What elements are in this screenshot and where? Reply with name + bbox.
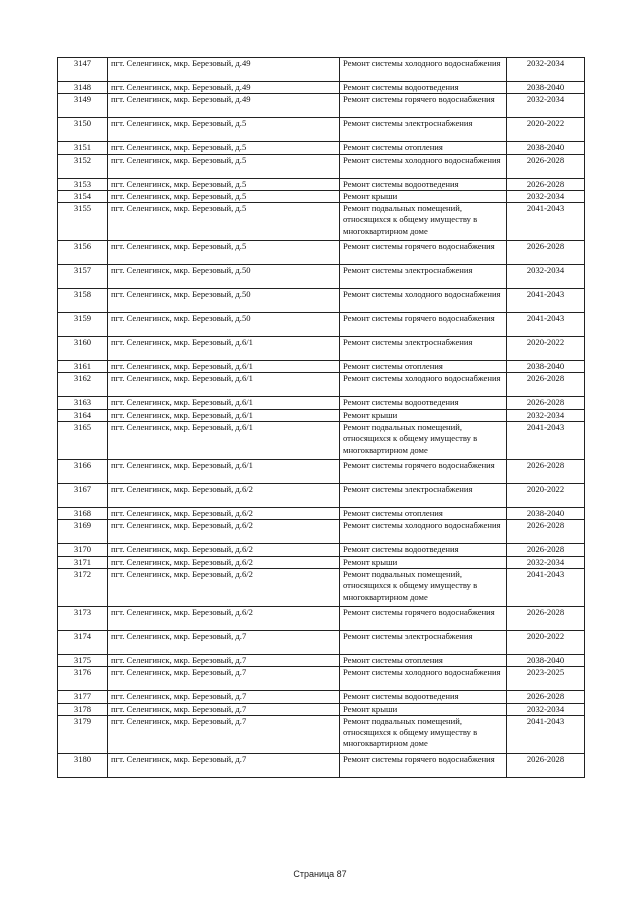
address-cell: пгт. Селенгинск, мкр. Березовый, д.6/2 — [108, 484, 340, 508]
table-row — [58, 58, 585, 82]
period-cell: 2026-2028 — [507, 373, 585, 397]
table-row — [58, 630, 585, 654]
work-type-cell: Ремонт системы отопления — [340, 142, 507, 154]
table-row — [58, 203, 585, 241]
address-cell: пгт. Селенгинск, мкр. Березовый, д.7 — [108, 667, 340, 691]
table-row — [58, 178, 585, 190]
period-cell: 2038-2040 — [507, 82, 585, 94]
period-cell: 2041-2043 — [507, 289, 585, 313]
address-cell: пгт. Селенгинск, мкр. Березовый, д.6/1 — [108, 397, 340, 409]
row-number-cell: 3156 — [58, 241, 108, 265]
table-row — [58, 691, 585, 703]
work-type-cell: Ремонт системы холодного водоснабжения — [340, 154, 507, 178]
table-row — [58, 409, 585, 421]
work-type-cell: Ремонт подвальных помещений, относящихся к общему имуществу в многоквартирном доме — [340, 203, 507, 241]
table-row — [58, 154, 585, 178]
work-type-cell: Ремонт системы водоотведения — [340, 544, 507, 556]
row-number-cell: 3168 — [58, 508, 108, 520]
table-row — [58, 460, 585, 484]
address-cell: пгт. Селенгинск, мкр. Березовый, д.49 — [108, 94, 340, 118]
period-cell: 2041-2043 — [507, 422, 585, 460]
period-cell: 2026-2028 — [507, 178, 585, 190]
address-cell: пгт. Селенгинск, мкр. Березовый, д.5 — [108, 190, 340, 202]
period-cell: 2032-2034 — [507, 265, 585, 289]
period-cell: 2026-2028 — [507, 397, 585, 409]
work-type-cell: Ремонт системы горячего водоснабжения — [340, 313, 507, 337]
period-cell: 2041-2043 — [507, 568, 585, 606]
work-type-cell: Ремонт крыши — [340, 409, 507, 421]
period-cell: 2020-2022 — [507, 337, 585, 361]
address-cell: пгт. Селенгинск, мкр. Березовый, д.49 — [108, 82, 340, 94]
address-cell: пгт. Селенгинск, мкр. Березовый, д.6/1 — [108, 460, 340, 484]
period-cell: 2020-2022 — [507, 630, 585, 654]
table-row — [58, 313, 585, 337]
work-type-cell: Ремонт системы электроснабжения — [340, 630, 507, 654]
work-type-cell: Ремонт системы горячего водоснабжения — [340, 606, 507, 630]
row-number-cell: 3179 — [58, 715, 108, 753]
row-number-cell: 3165 — [58, 422, 108, 460]
period-cell: 2041-2043 — [507, 313, 585, 337]
address-cell: пгт. Селенгинск, мкр. Березовый, д.6/2 — [108, 508, 340, 520]
address-cell: пгт. Селенгинск, мкр. Березовый, д.6/1 — [108, 409, 340, 421]
period-cell: 2038-2040 — [507, 142, 585, 154]
work-type-cell: Ремонт системы холодного водоснабжения — [340, 289, 507, 313]
address-cell: пгт. Селенгинск, мкр. Березовый, д.6/1 — [108, 373, 340, 397]
row-number-cell: 3160 — [58, 337, 108, 361]
period-cell: 2020-2022 — [507, 118, 585, 142]
address-cell: пгт. Селенгинск, мкр. Березовый, д.6/1 — [108, 337, 340, 361]
work-type-cell: Ремонт системы горячего водоснабжения — [340, 241, 507, 265]
table-row — [58, 556, 585, 568]
work-type-cell: Ремонт крыши — [340, 556, 507, 568]
work-type-cell: Ремонт подвальных помещений, относящихся к общему имуществу в многоквартирном доме — [340, 568, 507, 606]
work-type-cell: Ремонт системы холодного водоснабжения — [340, 373, 507, 397]
work-type-cell: Ремонт системы отопления — [340, 654, 507, 666]
row-number-cell: 3175 — [58, 654, 108, 666]
row-number-cell: 3157 — [58, 265, 108, 289]
address-cell: пгт. Селенгинск, мкр. Березовый, д.6/2 — [108, 606, 340, 630]
work-type-cell: Ремонт системы электроснабжения — [340, 265, 507, 289]
row-number-cell: 3147 — [58, 58, 108, 82]
row-number-cell: 3163 — [58, 397, 108, 409]
period-cell: 2032-2034 — [507, 703, 585, 715]
period-cell: 2026-2028 — [507, 460, 585, 484]
row-number-cell: 3169 — [58, 520, 108, 544]
table-row — [58, 484, 585, 508]
address-cell: пгт. Селенгинск, мкр. Березовый, д.5 — [108, 154, 340, 178]
row-number-cell: 3148 — [58, 82, 108, 94]
address-cell: пгт. Селенгинск, мкр. Березовый, д.5 — [108, 203, 340, 241]
row-number-cell: 3161 — [58, 361, 108, 373]
address-cell: пгт. Селенгинск, мкр. Березовый, д.7 — [108, 715, 340, 753]
work-type-cell: Ремонт системы водоотведения — [340, 178, 507, 190]
row-number-cell: 3174 — [58, 630, 108, 654]
row-number-cell: 3171 — [58, 556, 108, 568]
period-cell: 2041-2043 — [507, 715, 585, 753]
address-cell: пгт. Селенгинск, мкр. Березовый, д.7 — [108, 753, 340, 777]
period-cell: 2026-2028 — [507, 520, 585, 544]
repair-schedule-table — [57, 57, 585, 778]
table-row — [58, 265, 585, 289]
address-cell: пгт. Селенгинск, мкр. Березовый, д.5 — [108, 118, 340, 142]
row-number-cell: 3153 — [58, 178, 108, 190]
row-number-cell: 3167 — [58, 484, 108, 508]
row-number-cell: 3152 — [58, 154, 108, 178]
row-number-cell: 3180 — [58, 753, 108, 777]
table-row — [58, 544, 585, 556]
address-cell: пгт. Селенгинск, мкр. Березовый, д.49 — [108, 58, 340, 82]
row-number-cell: 3178 — [58, 703, 108, 715]
work-type-cell: Ремонт системы электроснабжения — [340, 337, 507, 361]
period-cell: 2038-2040 — [507, 654, 585, 666]
table-row — [58, 190, 585, 202]
table-row — [58, 654, 585, 666]
table-row — [58, 508, 585, 520]
work-type-cell: Ремонт системы отопления — [340, 508, 507, 520]
table-row — [58, 241, 585, 265]
work-type-cell: Ремонт системы холодного водоснабжения — [340, 520, 507, 544]
table-body — [58, 58, 585, 778]
address-cell: пгт. Селенгинск, мкр. Березовый, д.5 — [108, 142, 340, 154]
row-number-cell: 3164 — [58, 409, 108, 421]
period-cell: 2026-2028 — [507, 753, 585, 777]
address-cell: пгт. Селенгинск, мкр. Березовый, д.6/2 — [108, 544, 340, 556]
work-type-cell: Ремонт подвальных помещений, относящихся к общему имуществу в многоквартирном доме — [340, 715, 507, 753]
table-row — [58, 337, 585, 361]
address-cell: пгт. Селенгинск, мкр. Березовый, д.6/2 — [108, 556, 340, 568]
row-number-cell: 3177 — [58, 691, 108, 703]
period-cell: 2023-2025 — [507, 667, 585, 691]
address-cell: пгт. Селенгинск, мкр. Березовый, д.6/2 — [108, 520, 340, 544]
work-type-cell: Ремонт системы горячего водоснабжения — [340, 753, 507, 777]
table-row — [58, 520, 585, 544]
row-number-cell: 3150 — [58, 118, 108, 142]
table-row — [58, 94, 585, 118]
table-row — [58, 422, 585, 460]
row-number-cell: 3162 — [58, 373, 108, 397]
row-number-cell: 3172 — [58, 568, 108, 606]
row-number-cell: 3170 — [58, 544, 108, 556]
work-type-cell: Ремонт системы горячего водоснабжения — [340, 460, 507, 484]
work-type-cell: Ремонт системы водоотведения — [340, 691, 507, 703]
period-cell: 2032-2034 — [507, 556, 585, 568]
table-row — [58, 753, 585, 777]
period-cell: 2032-2034 — [507, 94, 585, 118]
period-cell: 2038-2040 — [507, 508, 585, 520]
table-row — [58, 397, 585, 409]
address-cell: пгт. Селенгинск, мкр. Березовый, д.7 — [108, 691, 340, 703]
row-number-cell: 3155 — [58, 203, 108, 241]
table-row — [58, 373, 585, 397]
row-number-cell: 3173 — [58, 606, 108, 630]
work-type-cell: Ремонт системы холодного водоснабжения — [340, 58, 507, 82]
table-row — [58, 289, 585, 313]
row-number-cell: 3151 — [58, 142, 108, 154]
row-number-cell: 3159 — [58, 313, 108, 337]
row-number-cell: 3176 — [58, 667, 108, 691]
period-cell: 2041-2043 — [507, 203, 585, 241]
work-type-cell: Ремонт системы отопления — [340, 361, 507, 373]
address-cell: пгт. Селенгинск, мкр. Березовый, д.7 — [108, 630, 340, 654]
work-type-cell: Ремонт крыши — [340, 190, 507, 202]
work-type-cell: Ремонт подвальных помещений, относящихся к общему имуществу в многоквартирном доме — [340, 422, 507, 460]
work-type-cell: Ремонт системы горячего водоснабжения — [340, 94, 507, 118]
table-row — [58, 667, 585, 691]
page-number: Страница 87 — [293, 869, 347, 879]
address-cell: пгт. Селенгинск, мкр. Березовый, д.50 — [108, 313, 340, 337]
table-row — [58, 703, 585, 715]
address-cell: пгт. Селенгинск, мкр. Березовый, д.7 — [108, 703, 340, 715]
address-cell: пгт. Селенгинск, мкр. Березовый, д.7 — [108, 654, 340, 666]
work-type-cell: Ремонт системы электроснабжения — [340, 118, 507, 142]
period-cell: 2026-2028 — [507, 241, 585, 265]
work-type-cell: Ремонт системы холодного водоснабжения — [340, 667, 507, 691]
address-cell: пгт. Селенгинск, мкр. Березовый, д.5 — [108, 241, 340, 265]
table-row — [58, 118, 585, 142]
work-type-cell: Ремонт системы водоотведения — [340, 397, 507, 409]
period-cell: 2032-2034 — [507, 409, 585, 421]
period-cell: 2032-2034 — [507, 190, 585, 202]
table-row — [58, 142, 585, 154]
table-row — [58, 568, 585, 606]
address-cell: пгт. Селенгинск, мкр. Березовый, д.6/2 — [108, 568, 340, 606]
table-row — [58, 606, 585, 630]
table-row — [58, 82, 585, 94]
row-number-cell: 3166 — [58, 460, 108, 484]
period-cell: 2038-2040 — [507, 361, 585, 373]
address-cell: пгт. Селенгинск, мкр. Березовый, д.50 — [108, 265, 340, 289]
address-cell: пгт. Селенгинск, мкр. Березовый, д.6/1 — [108, 422, 340, 460]
period-cell: 2032-2034 — [507, 58, 585, 82]
period-cell: 2026-2028 — [507, 691, 585, 703]
period-cell: 2026-2028 — [507, 544, 585, 556]
work-type-cell: Ремонт системы электроснабжения — [340, 484, 507, 508]
period-cell: 2026-2028 — [507, 154, 585, 178]
address-cell: пгт. Селенгинск, мкр. Березовый, д.5 — [108, 178, 340, 190]
period-cell: 2026-2028 — [507, 606, 585, 630]
table-row — [58, 361, 585, 373]
address-cell: пгт. Селенгинск, мкр. Березовый, д.50 — [108, 289, 340, 313]
work-type-cell: Ремонт крыши — [340, 703, 507, 715]
row-number-cell: 3154 — [58, 190, 108, 202]
address-cell: пгт. Селенгинск, мкр. Березовый, д.6/1 — [108, 361, 340, 373]
work-type-cell: Ремонт системы водоотведения — [340, 82, 507, 94]
table-row — [58, 715, 585, 753]
row-number-cell: 3149 — [58, 94, 108, 118]
row-number-cell: 3158 — [58, 289, 108, 313]
period-cell: 2020-2022 — [507, 484, 585, 508]
